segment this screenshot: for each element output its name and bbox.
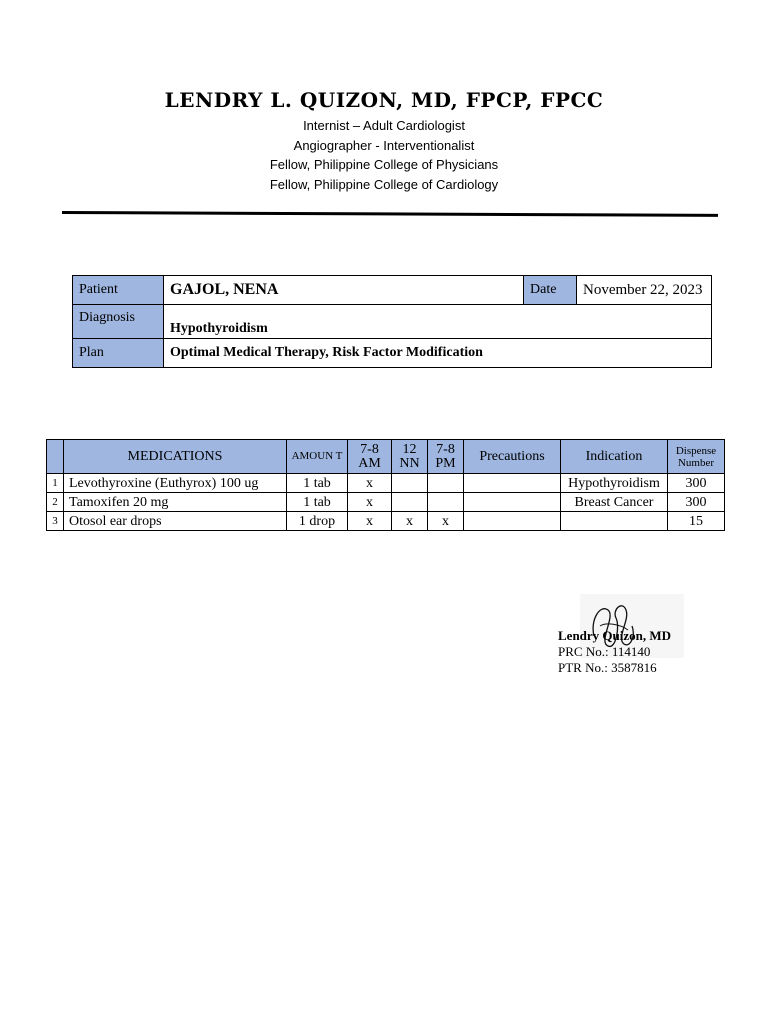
credential-line: Internist – Adult Cardiologist <box>303 118 465 133</box>
dispense-cell: 300 <box>668 493 725 512</box>
row-number-header <box>47 440 64 474</box>
medication-name: Tamoxifen 20 mg <box>64 493 287 512</box>
table-row <box>47 493 725 512</box>
row-number: 2 <box>47 493 64 512</box>
patient-info-table <box>72 275 712 368</box>
letterhead <box>0 88 768 194</box>
patient-label: Patient <box>73 276 164 305</box>
diagnosis-label: Diagnosis <box>73 305 164 339</box>
nn-cell: x <box>392 512 428 531</box>
signature-block <box>558 628 671 676</box>
indication-cell: Hypothyroidism <box>561 474 668 493</box>
nn-cell <box>392 493 428 512</box>
table-row <box>47 512 725 531</box>
am-header: 7-8 AM <box>348 440 392 474</box>
dispense-cell: 300 <box>668 474 725 493</box>
amount-cell: 1 tab <box>287 493 348 512</box>
amount-cell: 1 tab <box>287 474 348 493</box>
am-cell: x <box>348 493 392 512</box>
patient-name: GAJOL, NENA <box>164 276 524 305</box>
plan-value: Optimal Medical Therapy, Risk Factor Modification <box>164 339 712 368</box>
precautions-cell <box>464 512 561 531</box>
plan-label: Plan <box>73 339 164 368</box>
pm-cell <box>428 474 464 493</box>
credential-line: Angiographer - Interventionalist <box>293 137 475 153</box>
precautions-cell <box>464 493 561 512</box>
diagnosis-value: Hypothyroidism <box>164 305 712 339</box>
dispense-header: Dispense Number <box>668 440 725 474</box>
pm-cell: x <box>428 512 464 531</box>
nn-cell <box>392 474 428 493</box>
credential-line: Fellow, Philippine College of Physicians <box>269 157 499 172</box>
row-number: 1 <box>47 474 64 493</box>
dispense-cell: 15 <box>668 512 725 531</box>
prc-number: PRC No.: 114140 <box>558 644 651 659</box>
date-value: November 22, 2023 <box>577 276 712 305</box>
precautions-cell <box>464 474 561 493</box>
amount-header: AMOUN T <box>287 440 348 474</box>
doctor-name: LENDRY L. QUIZON, MD, FPCP, FPCC <box>164 88 604 112</box>
table-row <box>47 474 725 493</box>
medications-header: MEDICATIONS <box>64 440 287 474</box>
row-number: 3 <box>47 512 64 531</box>
nn-header: 12 NN <box>392 440 428 474</box>
medication-name: Levothyroxine (Euthyrox) 100 ug <box>64 474 287 493</box>
header-divider <box>62 211 718 217</box>
indication-cell <box>561 512 668 531</box>
signatory-name: Lendry Quizon, MD <box>558 628 672 643</box>
medication-name: Otosol ear drops <box>64 512 287 531</box>
amount-cell: 1 drop <box>287 512 348 531</box>
date-label: Date <box>524 276 577 305</box>
am-cell: x <box>348 474 392 493</box>
pm-cell <box>428 493 464 512</box>
precautions-header: Precautions <box>464 440 561 474</box>
pm-header: 7-8 PM <box>428 440 464 474</box>
am-cell: x <box>348 512 392 531</box>
ptr-number: PTR No.: 3587816 <box>558 660 657 675</box>
credential-line: Fellow, Philippine College of Cardiology <box>269 176 499 192</box>
indication-cell: Breast Cancer <box>561 493 668 512</box>
indication-header: Indication <box>561 440 668 474</box>
medications-table <box>46 439 725 531</box>
